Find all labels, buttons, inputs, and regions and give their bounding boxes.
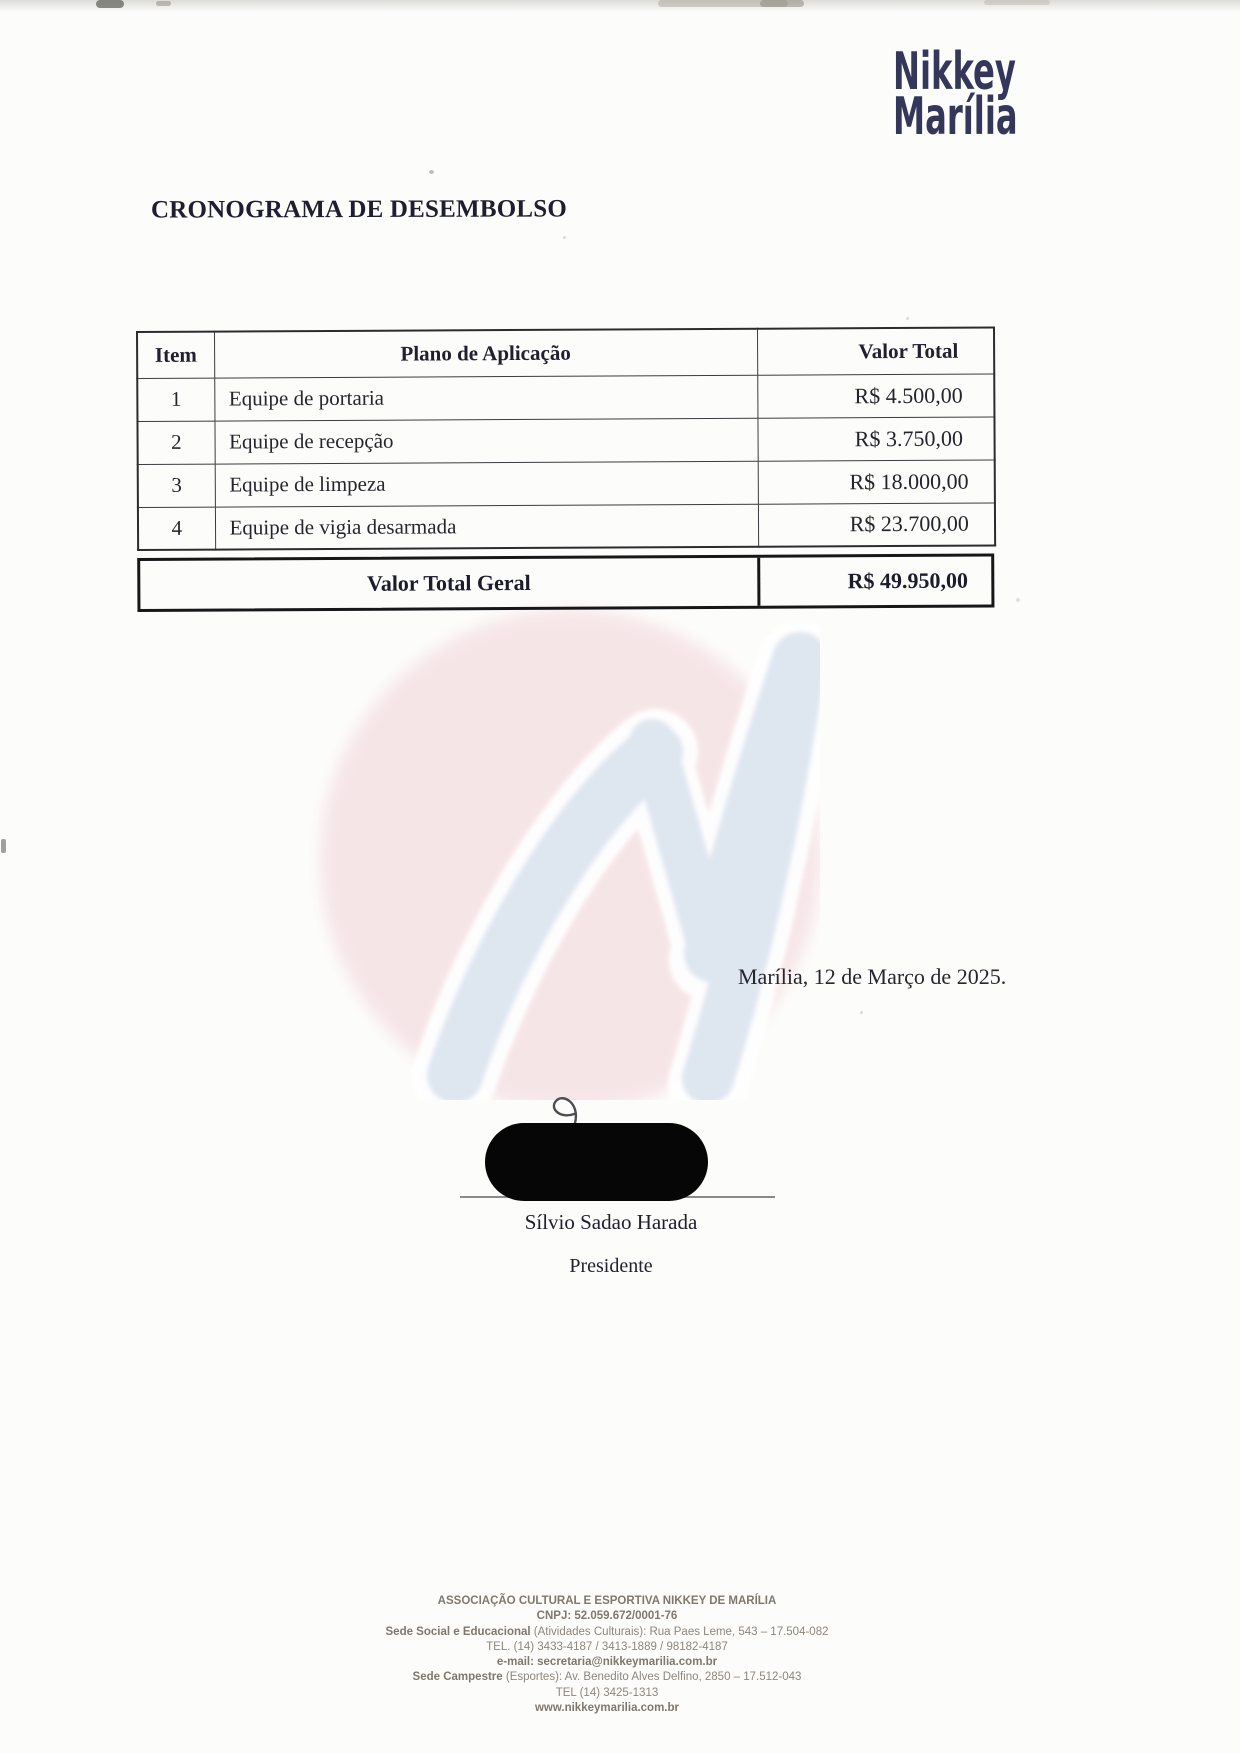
table-row (137, 374, 994, 421)
footer-contact (0, 1594, 1214, 1716)
table-header-row (137, 328, 994, 378)
footer-cnpj: CNPJ: 52.059.672/0001-76 (536, 1610, 678, 1623)
footer-sede-campestre (0, 1670, 1214, 1685)
footer-website: www.nikkeymarilia.com.br (534, 1702, 680, 1715)
signatory-name: Sílvio Sadao Harada (524, 1210, 698, 1234)
cell-item: 4 (138, 507, 215, 550)
footer-sede-social-label: Sede Social e Educacional (385, 1625, 531, 1638)
scan-speck (429, 170, 434, 174)
signatory-role: Presidente (569, 1255, 653, 1277)
scan-artifact (156, 1, 171, 6)
logo-line-1: Nikkey (893, 42, 1016, 102)
scan-artifact (96, 0, 124, 8)
scan-speck (906, 317, 909, 320)
scan-speck (860, 1011, 863, 1014)
scan-artifact (760, 0, 804, 7)
scan-artifact-top-edge (0, 0, 1240, 11)
scan-artifact-left-edge (1, 839, 6, 853)
plan-table (136, 327, 996, 551)
scan-speck (1016, 598, 1020, 602)
cell-item: 2 (137, 421, 214, 464)
footer-sede-social (0, 1625, 1214, 1640)
footer-org-name: ASSOCIAÇÃO CULTURAL E ESPORTIVA NIKKEY DE MARÍLIA (437, 1595, 777, 1607)
cell-plano: Equipe de recepção (214, 418, 757, 464)
cell-valor: R$ 23.700,00 (758, 503, 995, 547)
cell-valor: R$ 4.500,00 (757, 374, 994, 418)
cell-plano: Equipe de limpeza (215, 461, 758, 507)
col-header-valor: Valor Total (757, 328, 994, 375)
cell-valor: R$ 3.750,00 (757, 417, 994, 461)
date-line: Marília, 12 de Março de 2025. (738, 964, 1007, 989)
cell-item: 1 (137, 378, 214, 421)
table-row (138, 503, 995, 550)
signature-stroke (543, 1091, 585, 1127)
col-header-plano: Plano de Aplicação (214, 329, 757, 378)
total-row (137, 554, 994, 612)
nikkey-marilia-logo (893, 42, 1094, 147)
cell-plano: Equipe de vigia desarmada (215, 504, 758, 550)
cell-item: 3 (138, 464, 215, 507)
signature-redaction (485, 1123, 708, 1201)
table-row (138, 460, 995, 507)
watermark-logo (295, 550, 820, 1100)
cell-plano: Equipe de portaria (214, 375, 757, 421)
page-title: CRONOGRAMA DE DESEMBOLSO (150, 195, 568, 224)
footer-email: e-mail: secretaria@nikkeymarilia.com.br (496, 1656, 718, 1669)
footer-tel-2: TEL (14) 3425-1313 (555, 1686, 659, 1699)
footer-sede-social-address: (Atividades Culturais): Rua Paes Leme, 543 – 17.504-082 (530, 1625, 829, 1638)
footer-sede-campestre-address: (Esportes): Av. Benedito Alves Delfino, 2850 – 17.512-043 (502, 1671, 802, 1684)
table-row (137, 417, 994, 464)
total-value: R$ 49.950,00 (847, 567, 969, 594)
logo-line-2: Marília (893, 87, 1018, 147)
disbursement-table (136, 326, 997, 611)
footer-tel-1: TEL. (14) 3433-4187 / 3413-1889 / 98182-4187 (486, 1640, 728, 1653)
footer-sede-campestre-label: Sede Campestre (412, 1671, 503, 1684)
scan-artifact (984, 0, 1050, 5)
col-header-item: Item (137, 332, 214, 378)
cell-valor: R$ 18.000,00 (758, 460, 995, 504)
scan-speck (563, 236, 566, 239)
total-label: Valor Total Geral (140, 558, 760, 609)
